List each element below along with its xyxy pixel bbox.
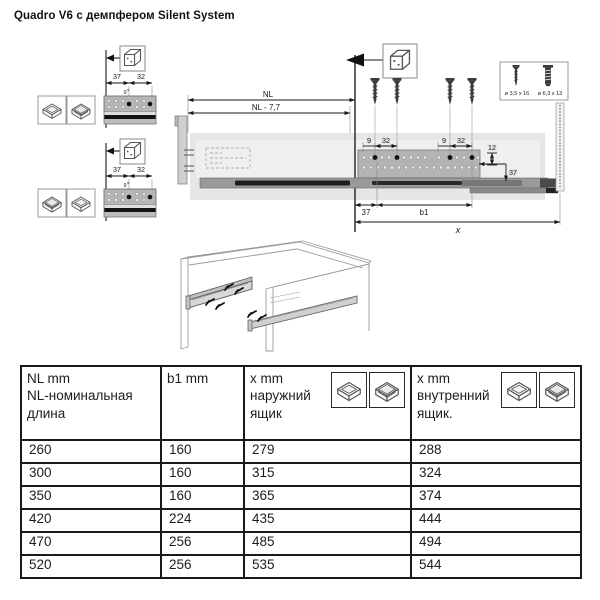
dim-label-nl: NL bbox=[262, 90, 274, 99]
dim-label-12: 12 bbox=[488, 143, 496, 152]
dim-label-37: 37 bbox=[113, 72, 121, 81]
screw-legend bbox=[500, 62, 568, 100]
drawer-icon bbox=[372, 375, 402, 405]
cell-x-outer: 435 bbox=[244, 509, 411, 532]
cell-nl: 520 bbox=[21, 555, 161, 578]
cube-icon bbox=[125, 143, 141, 159]
header-x-inner: x mm внутренний ящик. bbox=[411, 366, 581, 440]
cell-b1: 160 bbox=[161, 440, 244, 463]
drawer-icon bbox=[504, 375, 534, 405]
cube-icon bbox=[125, 50, 141, 66]
cell-x-outer: 365 bbox=[244, 486, 411, 509]
drawer-icon-frame bbox=[539, 372, 575, 408]
cell-x-outer: 535 bbox=[244, 555, 411, 578]
table-row bbox=[21, 555, 581, 578]
drawer-front-strip bbox=[556, 103, 564, 191]
dim-label-9a: 9 bbox=[367, 136, 371, 145]
dim-label-32a: 32 bbox=[382, 136, 390, 145]
rail-profile bbox=[104, 189, 156, 217]
cell-nl: 300 bbox=[21, 463, 161, 486]
cell-x-inner: 374 bbox=[411, 486, 581, 509]
table-row bbox=[21, 440, 581, 463]
perforated-rail bbox=[358, 150, 480, 178]
mounting-isometric bbox=[181, 241, 371, 351]
cell-b1: 224 bbox=[161, 509, 244, 532]
pointer-arrow-icon bbox=[106, 55, 114, 62]
screw-size-large: ø 6,3 x 13 bbox=[537, 91, 563, 97]
drawer-icon-frame bbox=[501, 372, 537, 408]
dim-label-37-side: 37 bbox=[509, 168, 517, 177]
size-table bbox=[20, 365, 582, 579]
cell-nl: 350 bbox=[21, 486, 161, 509]
cell-nl: 470 bbox=[21, 532, 161, 555]
page-title: Quadro V6 с демпфером Silent System bbox=[14, 10, 235, 22]
dim-label-b1: b1 bbox=[419, 208, 429, 217]
cell-x-inner: 494 bbox=[411, 532, 581, 555]
cell-x-inner: 324 bbox=[411, 463, 581, 486]
table-header-row bbox=[21, 366, 581, 440]
dim-label-9: 9 bbox=[123, 183, 127, 189]
dim-label-37-front: 37 bbox=[361, 208, 371, 217]
screw-icon bbox=[468, 78, 477, 105]
table-row bbox=[21, 509, 581, 532]
cell-b1: 256 bbox=[161, 532, 244, 555]
table-row bbox=[21, 463, 581, 486]
front-profile-bottom bbox=[38, 139, 156, 221]
drawer-icon-frame bbox=[331, 372, 367, 408]
cell-nl: 420 bbox=[21, 509, 161, 532]
cube-icon bbox=[391, 50, 410, 69]
rail-profile bbox=[104, 96, 156, 124]
cell-nl: 260 bbox=[21, 440, 161, 463]
pointer-arrow-icon bbox=[106, 148, 114, 155]
table-row bbox=[21, 486, 581, 509]
cell-b1: 160 bbox=[161, 486, 244, 509]
screw-icon bbox=[371, 78, 380, 105]
dim-label-9: 9 bbox=[123, 90, 127, 96]
header-x-outer: x mm наружний ящик bbox=[244, 366, 411, 440]
cell-x-outer: 485 bbox=[244, 532, 411, 555]
dim-label-9b: 9 bbox=[442, 136, 446, 145]
screw-icon bbox=[446, 78, 455, 105]
dim-label-32: 32 bbox=[137, 165, 145, 174]
drawer-icon bbox=[542, 375, 572, 405]
dim-label-37: 37 bbox=[113, 165, 121, 174]
dim-label-32: 32 bbox=[137, 72, 145, 81]
screw-size-small: ø 3,5 x 16 bbox=[504, 91, 530, 97]
cell-x-inner: 444 bbox=[411, 509, 581, 532]
cell-b1: 256 bbox=[161, 555, 244, 578]
cell-x-outer: 279 bbox=[244, 440, 411, 463]
slide-right bbox=[248, 292, 357, 331]
cell-x-outer: 315 bbox=[244, 463, 411, 486]
header-b1: b1 mm bbox=[161, 366, 244, 440]
drawer-icon bbox=[334, 375, 364, 405]
dim-label-32b: 32 bbox=[457, 136, 465, 145]
dim-label-x: x bbox=[455, 225, 461, 235]
cell-x-inner: 288 bbox=[411, 440, 581, 463]
front-profile-top bbox=[38, 46, 156, 128]
drawer-icon-frame bbox=[369, 372, 405, 408]
header-nl: NL mm NL-номинальная длина bbox=[21, 366, 161, 440]
table-row bbox=[21, 532, 581, 555]
dim-label-nl-77: NL - 7,7 bbox=[251, 103, 281, 112]
screw-icon bbox=[393, 78, 402, 105]
cell-x-inner: 544 bbox=[411, 555, 581, 578]
cell-b1: 160 bbox=[161, 463, 244, 486]
